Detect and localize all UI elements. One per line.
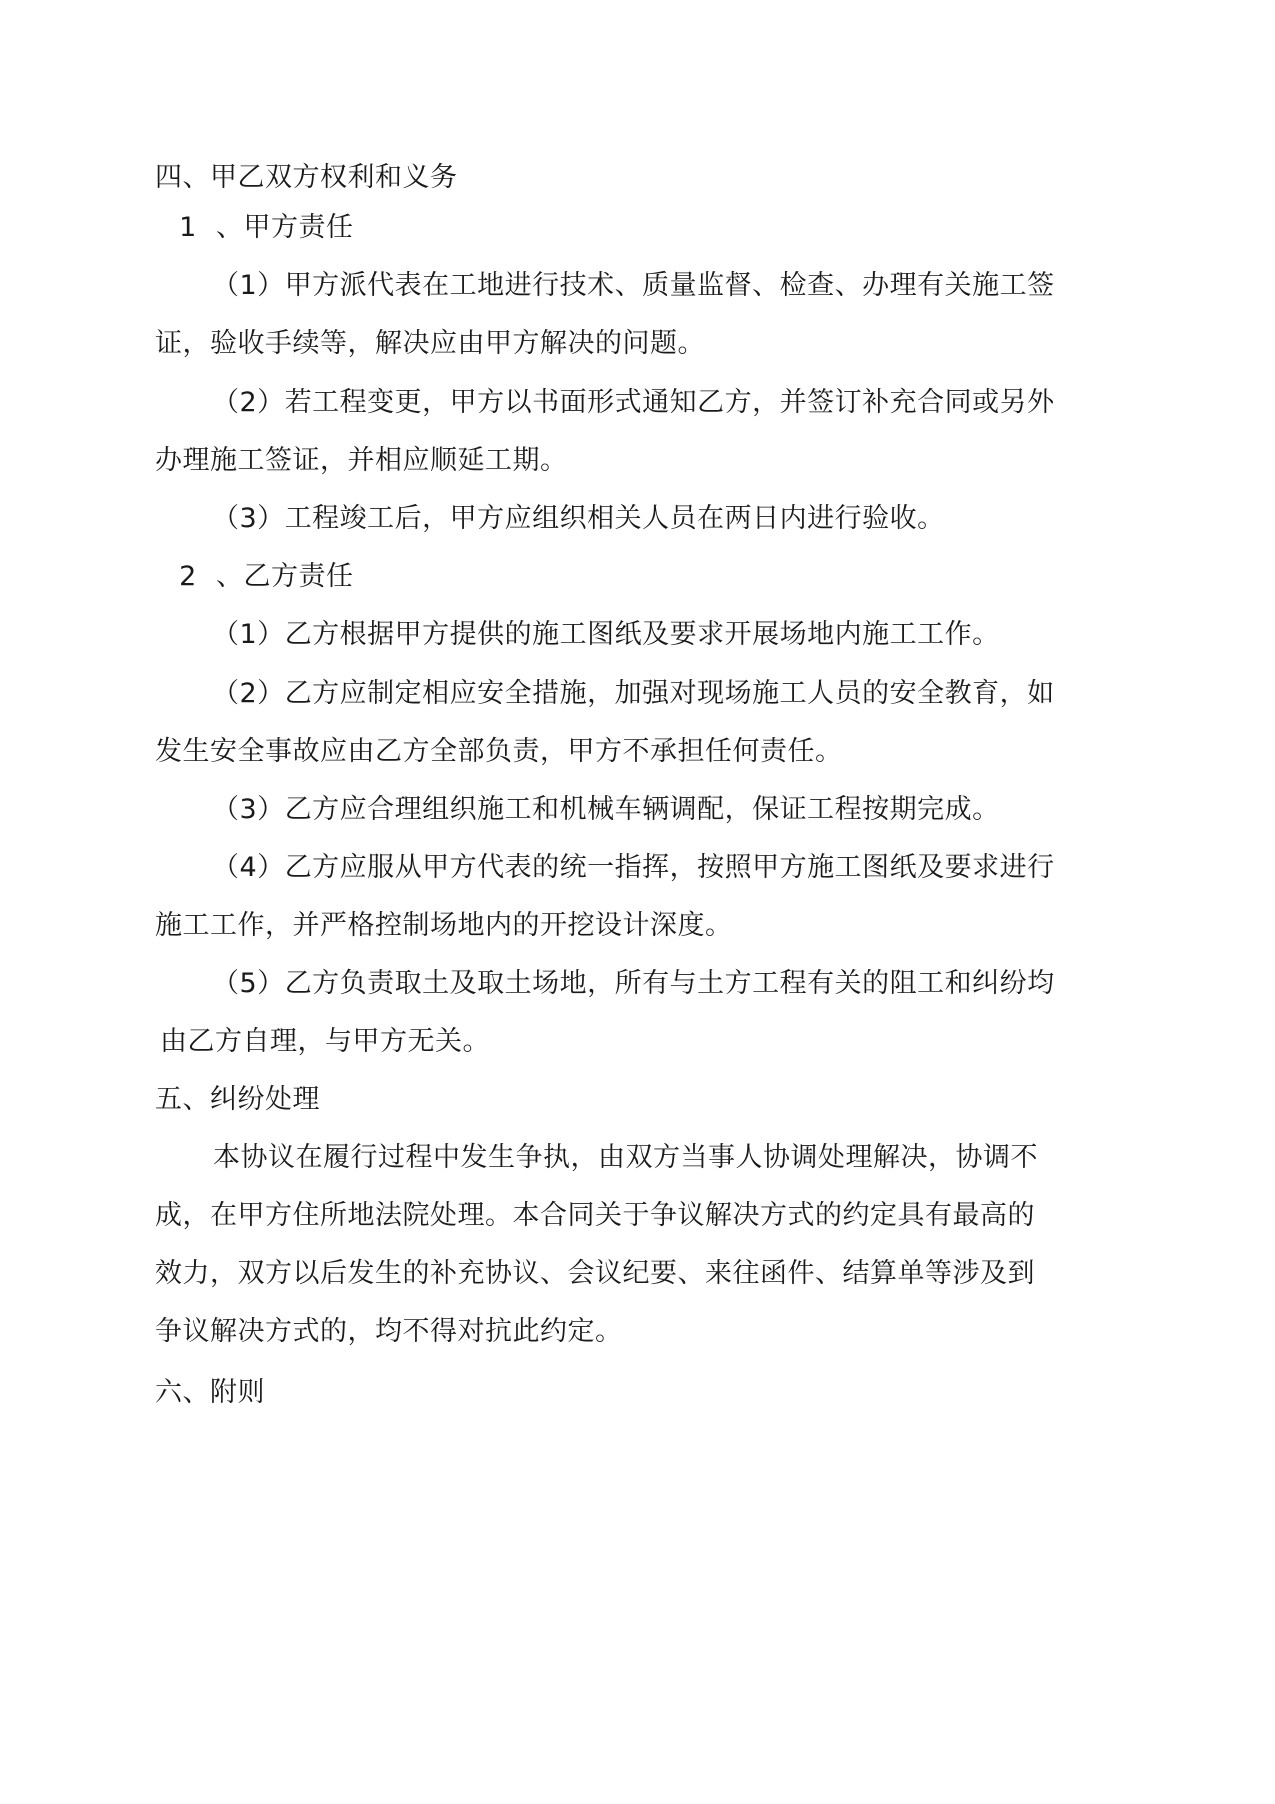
section-5-paragraph-line-4: 争议解决方式的，均不得对抗此约定。 [155, 1316, 623, 1347]
item-text: 乙方负责取土及取土场地，所有与土方工程有关的阻工和纠纷均 [284, 968, 1055, 999]
party-a-item-3-line-1 [212, 499, 945, 539]
item-marker: （1） [212, 270, 285, 301]
item-marker: （5） [212, 968, 285, 999]
party-b-item-2-line-1 [212, 674, 1055, 714]
party-a-item-1-line-1 [212, 266, 1055, 306]
item-text: 乙方根据甲方提供的施工图纸及要求开展场地内施工工作。 [284, 619, 1000, 650]
item-text: 乙方应服从甲方代表的统一指挥，按照甲方施工图纸及要求进行 [284, 852, 1055, 883]
party-a-heading [160, 208, 354, 248]
item-text: 乙方应制定相应安全措施，加强对现场施工人员的安全教育，如 [284, 678, 1055, 709]
party-b-heading [160, 557, 354, 597]
party-a-title: 、甲方责任 [216, 212, 354, 243]
section-5-paragraph-line-1: 本协议在履行过程中发生争执，由双方当事人协调处理解决，协调不 [213, 1142, 1038, 1173]
section-4-heading: 四、甲乙双方权利和义务 [155, 162, 458, 193]
party-b-item-5-line-1 [212, 964, 1055, 1004]
item-marker: （3） [212, 503, 285, 534]
section-6-heading: 六、附则 [155, 1377, 265, 1408]
party-b-number: 2 [179, 561, 197, 592]
party-b-item-2-line-2: 发生安全事故应由乙方全部负责，甲方不承担任何责任。 [155, 736, 843, 767]
item-marker: （3） [212, 794, 285, 825]
item-text: 乙方应合理组织施工和机械车辆调配，保证工程按期完成。 [284, 794, 1000, 825]
party-b-item-3-line-1 [212, 790, 1000, 830]
item-text: 甲方派代表在工地进行技术、质量监督、检查、办理有关施工签 [284, 270, 1055, 301]
item-marker: （2） [212, 678, 285, 709]
item-text: 若工程变更，甲方以书面形式通知乙方，并签订补充合同或另外 [284, 387, 1055, 418]
party-a-number: 1 [179, 212, 197, 243]
party-a-item-1-line-2: 证，验收手续等，解决应由甲方解决的问题。 [155, 328, 705, 359]
item-text: 工程竣工后，甲方应组织相关人员在两日内进行验收。 [284, 503, 945, 534]
party-a-item-2-line-2: 办理施工签证，并相应顺延工期。 [155, 445, 568, 476]
item-marker: （4） [212, 852, 285, 883]
item-marker: （1） [212, 619, 285, 650]
section-5-paragraph-line-3: 效力，双方以后发生的补充协议、会议纪要、来往函件、结算单等涉及到 [155, 1258, 1035, 1289]
party-a-item-2-line-1 [212, 383, 1055, 423]
party-b-title: 、乙方责任 [216, 561, 354, 592]
party-b-item-1-line-1 [212, 615, 1000, 655]
party-b-item-5-line-2: 由乙方自理，与甲方无关。 [160, 1026, 490, 1057]
item-marker: （2） [212, 387, 285, 418]
section-5-heading: 五、纠纷处理 [155, 1084, 320, 1115]
section-5-paragraph-line-2: 成，在甲方住所地法院处理。本合同关于争议解决方式的约定具有最高的 [155, 1200, 1035, 1231]
party-b-item-4-line-2: 施工工作，并严格控制场地内的开挖设计深度。 [155, 910, 733, 941]
party-b-item-4-line-1 [212, 848, 1055, 888]
